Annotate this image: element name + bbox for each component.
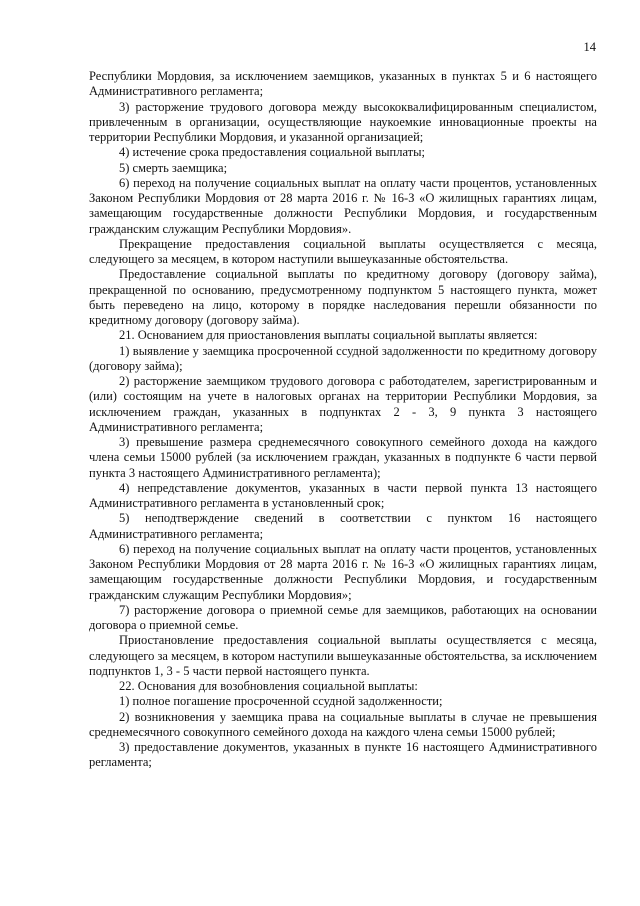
paragraph-item-3-termination-contract: 3) расторжение трудового договора между высококвалифицированным специалистом, привлеченным в организации, осуществляющие наукоемкие инновационные проекты на территории Республики Мордовия, и указанной организацией; xyxy=(89,99,597,144)
paragraph-21-item-2: 2) расторжение заемщиком трудового договора с работодателем, зарегистрированным и (или) состоящим на учете в налоговых органах на территории Республики Мордовия, за исключением граждан, указанных в подпунктах 2 - 3, 9 пункта 3 настоящего Административного регламента; xyxy=(89,374,597,434)
paragraph-item-4-term-expiry: 4) истечение срока предоставления социальной выплаты; xyxy=(119,145,426,160)
paragraph-21-item-5: 5) неподтверждение сведений в соответствии с пунктом 16 настоящего Административного регламента; xyxy=(89,511,597,541)
paragraph-termination-note: Прекращение предоставления социальной выплаты осуществляется с месяца, следующего за месяцем, в котором наступили вышеуказанные обстоятельства. xyxy=(89,236,597,266)
paragraph-21-item-4: 4) непредставление документов, указанных в части первой пункта 13 настоящего Административного регламента в установленный срок; xyxy=(89,480,597,510)
paragraph-22-item-3: 3) предоставление документов, указанных в пункте 16 настоящего Административного регламента; xyxy=(89,740,597,770)
paragraph-item-6-transition: 6) переход на получение социальных выплат на оплату части процентов, установленных Законом Республики Мордовия от 28 марта 2016 г. № 16-З «О жилищных гарантиях лицам, замещающим государственные должности Республики Мордовия, и государственным гражданским служащим Республики Мордовия». xyxy=(89,175,597,236)
paragraph-21-item-1: 1) выявление у заемщика просроченной ссудной задолженности по кредитному договору (договору займа); xyxy=(89,343,597,373)
paragraph-21-item-3: 3) превышение размера среднемесячного совокупного семейного дохода на каждого члена семьи 15000 рублей (за исключением граждан, указанных в подпункте 6 части первой пункта 3 настоящего Административного регламента); xyxy=(89,435,597,480)
document-body xyxy=(89,69,597,771)
paragraph-22-item-2: 2) возникновения у заемщика права на социальные выплаты в случае не превышения среднемесячного совокупного семейного дохода на каждого члена семьи 15000 рублей; xyxy=(89,709,597,739)
paragraph-continuation: Республики Мордовия, за исключением заемщиков, указанных в пунктах 5 и 6 настоящего Административного регламента; xyxy=(89,69,597,99)
page-number: 14 xyxy=(583,40,596,54)
paragraph-suspension-note: Приостановление предоставления социальной выплаты осуществляется с месяца, следующего за месяцем, в котором наступили вышеуказанные обстоятельства, за исключением подпунктов 1, 3 - 5 части первой настоящего пункта. xyxy=(89,633,597,678)
paragraph-section-21-heading: 21. Основанием для приостановления выплаты социальной выплаты является: xyxy=(119,328,538,343)
paragraph-21-item-7: 7) расторжение договора о приемной семье для заемщиков, работающих на основании договора о приемной семье. xyxy=(89,602,597,632)
paragraph-transfer-note: Предоставление социальной выплаты по кредитному договору (договору займа), прекращенной по основанию, предусмотренному подпунктом 5 настоящего пункта, может быть переведено на лицо, которому в порядке наследования перешли обязанности по кредитному договору (договору займа). xyxy=(89,267,597,327)
paragraph-21-item-6: 6) переход на получение социальных выплат на оплату части процентов, установленных Законом Республики Мордовия от 28 марта 2016 г. № 16-З «О жилищных гарантиях лицам, замещающим государственные должности Республики Мордовия, и государственным гражданским служащим Республики Мордовия»; xyxy=(89,541,597,602)
paragraph-item-5-death: 5) смерть заемщика; xyxy=(119,160,228,175)
paragraph-22-item-1: 1) полное погашение просроченной ссудной задолженности; xyxy=(119,694,443,709)
paragraph-section-22-heading: 22. Основания для возобновления социальной выплаты: xyxy=(119,679,418,693)
